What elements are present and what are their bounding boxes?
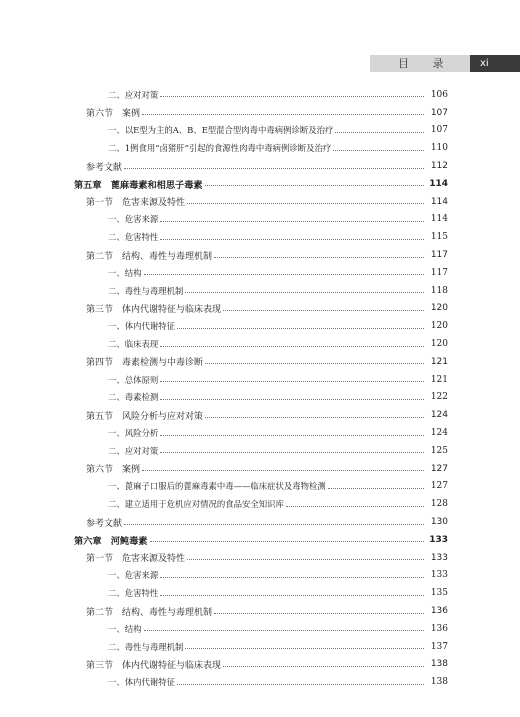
toc-entry-chapter[interactable]: [74, 531, 448, 549]
toc-entry-label: 二、临床表现: [108, 339, 159, 350]
toc-entry-chapter[interactable]: [74, 175, 448, 193]
toc-entry-label: 二、应对对策: [108, 89, 159, 100]
toc-entry-page: 133: [429, 534, 448, 545]
toc-entry-item[interactable]: [74, 228, 448, 246]
toc-entry-label: 一、体内代谢特征: [108, 321, 175, 332]
toc-entry-page: 114: [430, 196, 448, 207]
dot-leader: [187, 203, 424, 204]
toc-entry-item[interactable]: [74, 442, 448, 460]
toc-entry-item[interactable]: [74, 282, 448, 300]
toc-entry-label: 第四节 毒素检测与中毒诊断: [86, 358, 204, 369]
toc-entry-page: 128: [430, 499, 448, 510]
toc-entry-item[interactable]: [74, 673, 448, 691]
dot-leader: [160, 381, 424, 382]
page-number: xi: [470, 55, 520, 72]
toc-entry-section[interactable]: [74, 656, 448, 674]
toc-entry-label: 第六章 河鲀毒素: [74, 535, 148, 547]
toc-entry-label: 第六节 案例: [86, 465, 141, 476]
toc-entry-label: 第二节 结构、毒性与毒理机制: [86, 607, 213, 618]
dot-leader: [177, 328, 424, 329]
dot-leader: [328, 488, 424, 489]
toc-entry-page: 135: [430, 588, 448, 599]
toc-entry-label: 一、体内代谢特征: [108, 677, 175, 688]
toc-entry-section[interactable]: [74, 300, 448, 318]
toc-entry-label: 第一节 危害来源及特性: [86, 198, 186, 209]
dot-leader: [160, 346, 424, 347]
dot-leader: [335, 132, 424, 133]
toc-entry-item[interactable]: [74, 122, 448, 140]
dot-leader: [185, 292, 424, 293]
dot-leader: [185, 648, 424, 649]
toc-entry-label: 第六节 案例: [86, 109, 141, 120]
toc-entry-item[interactable]: [74, 478, 448, 496]
toc-entry-page: 124: [430, 410, 448, 421]
page-header: [0, 55, 520, 72]
dot-leader: [144, 274, 425, 275]
toc-entry-label: 二、1例食用“卤猪肝”引起的食源性肉毒中毒病例诊断及治疗: [108, 143, 332, 154]
toc-entry-page: 121: [430, 374, 448, 385]
toc-entry-label: 一、蓖麻子口服后的蓖麻毒素中毒——临床症状及毒物检测: [108, 481, 326, 492]
dot-leader: [144, 630, 425, 631]
toc-entry-item[interactable]: [74, 371, 448, 389]
toc-entry-label: 第一节 危害来源及特性: [86, 554, 186, 565]
toc-entry-label: 二、危害特性: [108, 588, 159, 599]
toc-entry-page: 137: [430, 641, 448, 652]
toc-entry-item[interactable]: [74, 211, 448, 229]
toc-entry-item[interactable]: [74, 424, 448, 442]
toc-entry-page: 120: [430, 339, 448, 350]
toc-entry-section[interactable]: [74, 104, 448, 122]
toc-entry-page: 107: [430, 107, 448, 118]
toc-entry-item[interactable]: [74, 86, 448, 104]
table-of-contents: [74, 86, 448, 691]
toc-entry-section[interactable]: [74, 406, 448, 424]
dot-leader: [150, 541, 425, 542]
toc-entry-page: 114: [429, 178, 448, 189]
toc-entry-page: 127: [430, 481, 448, 492]
toc-entry-item[interactable]: [74, 335, 448, 353]
toc-entry-page: 124: [430, 428, 448, 439]
dot-leader: [160, 577, 424, 578]
toc-entry-page: 120: [430, 321, 448, 332]
toc-entry-page: 117: [430, 250, 448, 261]
toc-entry-label: 一、以E型为主的A、B、E型混合型肉毒中毒病例诊断及治疗: [108, 125, 334, 136]
toc-entry-item[interactable]: [74, 584, 448, 602]
toc-entry-label: 二、毒素检测: [108, 392, 159, 403]
dot-leader: [160, 399, 424, 400]
toc-entry-page: 130: [430, 517, 448, 528]
toc-entry-item[interactable]: [74, 620, 448, 638]
dot-leader: [160, 96, 424, 97]
toc-entry-page: 120: [430, 303, 448, 314]
dot-leader: [223, 310, 424, 311]
dot-leader: [286, 506, 424, 507]
toc-entry-page: 121: [430, 356, 448, 367]
toc-entry-page: 136: [430, 606, 448, 616]
dot-leader: [205, 417, 424, 418]
toc-entry-ref[interactable]: [74, 513, 448, 531]
dot-leader: [177, 684, 424, 685]
toc-entry-page: 117: [430, 267, 448, 278]
toc-entry-page: 136: [430, 623, 448, 634]
toc-entry-label: 一、结构: [108, 267, 142, 278]
toc-entry-page: 115: [430, 232, 448, 243]
toc-entry-label: 参考文献: [86, 162, 123, 173]
dot-leader: [160, 435, 424, 436]
toc-entry-page: 133: [430, 552, 448, 563]
toc-entry-page: 133: [430, 570, 448, 581]
toc-entry-label: 第三节 体内代谢特征与临床表现: [86, 304, 222, 315]
toc-entry-page: 122: [430, 392, 448, 403]
toc-entry-ref[interactable]: [74, 157, 448, 175]
toc-entry-item[interactable]: [74, 317, 448, 335]
toc-entry-page: 118: [430, 285, 448, 296]
toc-entry-label: 二、危害特性: [108, 232, 159, 243]
toc-entry-label: 第三节 体内代谢特征与临床表现: [86, 660, 222, 671]
toc-entry-label: 第五节 风险分析与应对对策: [86, 411, 204, 422]
toc-entry-label: 二、应对对策: [108, 445, 159, 456]
toc-entry-item[interactable]: [74, 139, 448, 157]
toc-entry-item[interactable]: [74, 638, 448, 656]
toc-entry-label: 一、风险分析: [108, 428, 159, 439]
toc-entry-item[interactable]: [74, 495, 448, 513]
toc-entry-page: 114: [430, 214, 448, 225]
toc-entry-label: 一、总体原则: [108, 374, 159, 385]
dot-leader: [333, 150, 424, 151]
toc-entry-item[interactable]: [74, 567, 448, 585]
toc-entry-section[interactable]: [74, 602, 448, 620]
toc-entry-section[interactable]: [74, 549, 448, 567]
toc-entry-label: 参考文献: [86, 518, 123, 529]
toc-entry-page: 110: [430, 143, 448, 154]
toc-entry-page: 107: [430, 125, 448, 136]
toc-entry-item[interactable]: [74, 389, 448, 407]
toc-entry-item[interactable]: [74, 264, 448, 282]
toc-entry-section[interactable]: [74, 353, 448, 371]
toc-entry-page: 138: [430, 677, 448, 688]
toc-entry-label: 二、建立适用于危机应对情况的食品安全知识库: [108, 499, 284, 510]
dot-leader: [124, 524, 424, 525]
toc-entry-section[interactable]: [74, 246, 448, 264]
toc-entry-section[interactable]: [74, 460, 448, 478]
dot-leader: [160, 595, 424, 596]
dot-leader: [142, 470, 424, 471]
dot-leader: [160, 452, 424, 453]
dot-leader: [160, 221, 424, 222]
toc-entry-label: 二、毒性与毒理机制: [108, 641, 184, 652]
dot-leader: [223, 666, 424, 667]
dot-leader: [214, 613, 424, 614]
toc-entry-page: 125: [430, 445, 448, 456]
toc-entry-label: 第二节 结构、毒性与毒理机制: [86, 251, 213, 262]
toc-entry-page: 112: [430, 161, 448, 172]
dot-leader: [142, 114, 424, 115]
dot-leader: [205, 185, 424, 186]
toc-entry-label: 二、毒性与毒理机制: [108, 285, 184, 296]
toc-entry-label: 一、危害来源: [108, 570, 159, 581]
toc-entry-label: 第五章 蓖麻毒素和相思子毒素: [74, 179, 203, 191]
toc-entry-page: 138: [430, 659, 448, 670]
dot-leader: [187, 559, 424, 560]
toc-entry-page: 106: [430, 89, 448, 100]
dot-leader: [214, 257, 424, 258]
dot-leader: [160, 239, 424, 240]
dot-leader: [205, 363, 424, 364]
dot-leader: [124, 168, 424, 169]
toc-entry-label: 一、结构: [108, 623, 142, 634]
toc-entry-label: 一、危害来源: [108, 214, 159, 225]
toc-entry-page: 127: [430, 463, 448, 474]
toc-entry-section[interactable]: [74, 193, 448, 211]
header-title: 目 录: [398, 57, 454, 70]
